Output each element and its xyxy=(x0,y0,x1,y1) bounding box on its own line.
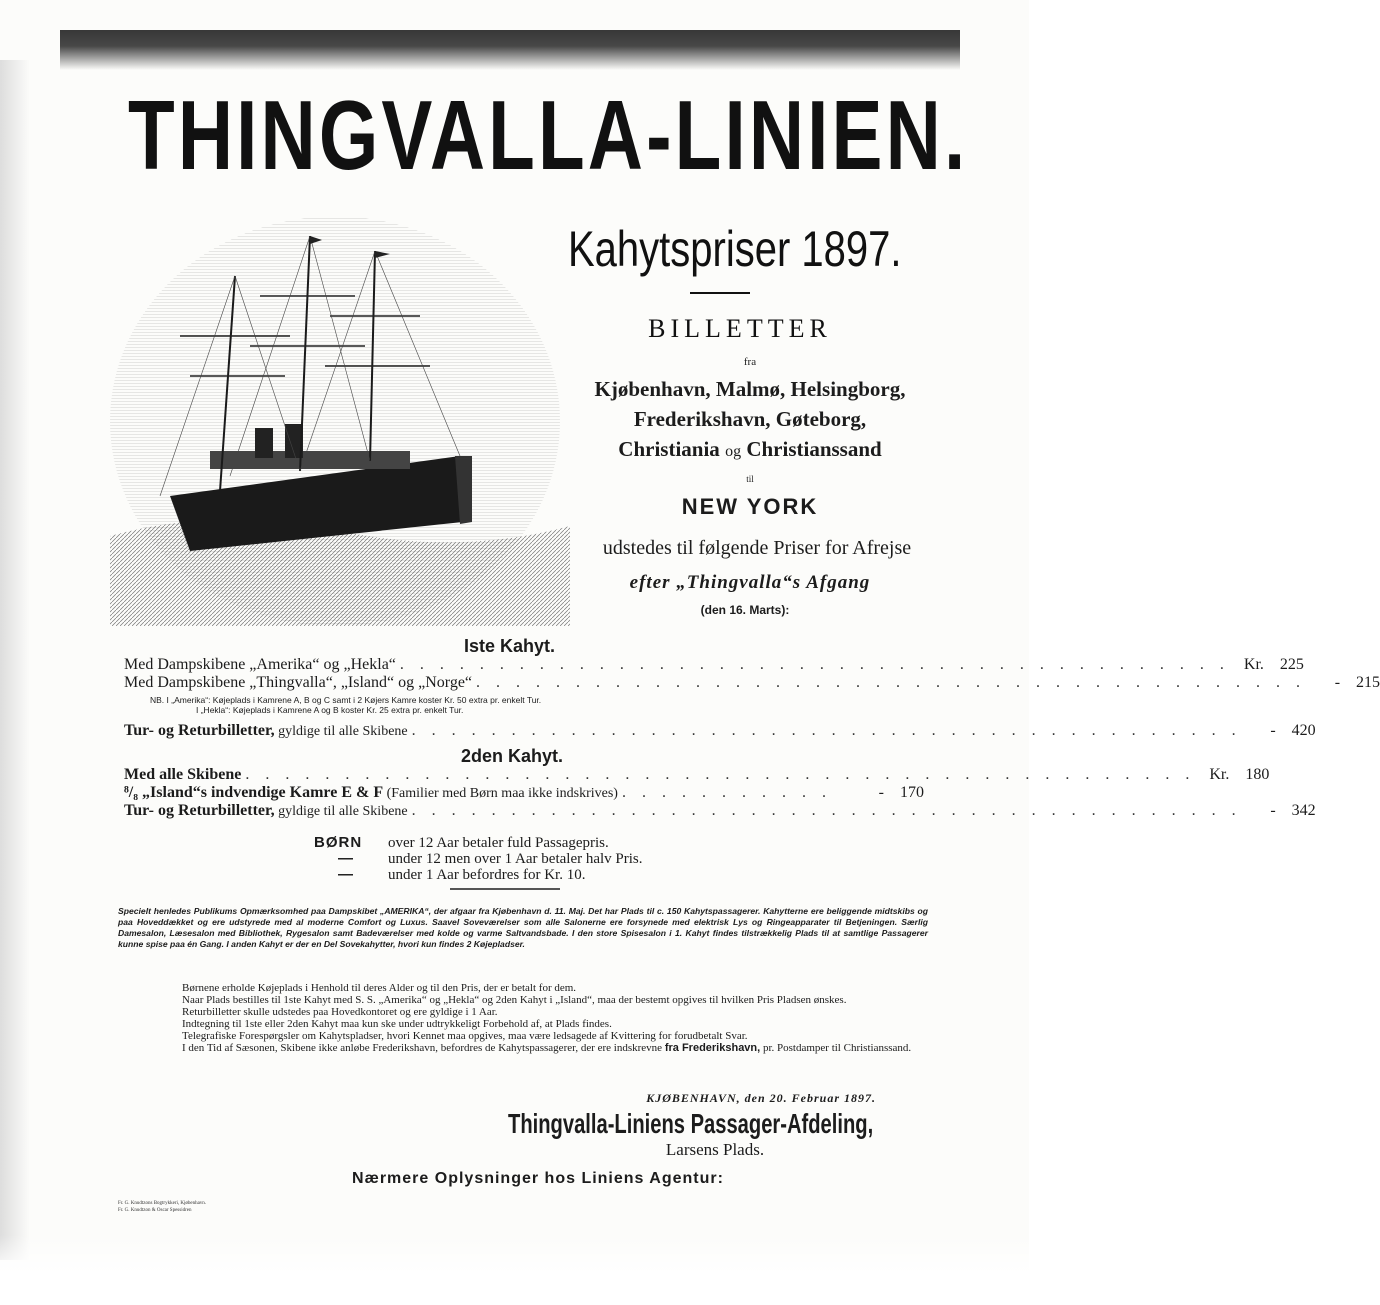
note-return-tickets: Returbilletter skulle udstedes paa Hovedkontoret og ere gyldige i 1 Aar. xyxy=(182,1006,498,1018)
city-christiania: Christiania xyxy=(618,437,720,461)
address: Larsens Plads. xyxy=(665,1140,765,1159)
price-label: Med Dampskibene „Thingvalla“, „Island“ og „Norge“ xyxy=(124,674,473,691)
cities-line-1: Kjøbenhavn, Malmø, Helsingborg, xyxy=(594,377,906,401)
price-label-rest: gyldige til alle Skibene xyxy=(274,804,408,819)
price-label-rest: gyldige til alle Skibene xyxy=(274,724,408,739)
note-telegraph: Telegrafiske Forespørgsler om Kahytspladser, hvori Kennet maa opgives, maa være ledsagede af Kvittering for forudbetalt Svar. xyxy=(182,1030,748,1042)
second-class-heading: 2den Kahyt. xyxy=(461,746,564,766)
price-label-bold: Tur- og Returbilletter, xyxy=(124,802,275,819)
ornament-rule xyxy=(690,292,750,294)
price-currency: - xyxy=(878,784,884,801)
price-currency: - xyxy=(1270,802,1276,819)
place-date: KJØBENHAVN, den 20. Februar 1897. xyxy=(646,1091,876,1105)
price-row: Med Dampskibene „Amerika“ og „Hekla“ . . . . . . . . . . . . . . . . . . . . . . . . . . . . . . . . . . . . . . . . . . Kr. 225 xyxy=(124,656,1304,673)
price-amount: 170 xyxy=(900,784,924,801)
first-class-heading: Iste Kahyt. xyxy=(464,636,556,656)
price-currency: Kr. xyxy=(1209,766,1230,783)
and-word: og xyxy=(725,443,742,460)
nb-note-line-2: I „Hekla“: Køjeplads i Kamrene A og B koster Kr. 25 extra pr. enkelt Tur. xyxy=(196,705,464,715)
children-line-2: — under 12 men over 1 Aar betaler halv Pris. xyxy=(338,850,643,867)
department-name: Thingvalla-Liniens Passager-Afdeling, xyxy=(508,1108,874,1139)
poster-subtitle: Kahytspriser 1897. xyxy=(568,221,902,277)
price-currency: - xyxy=(1334,674,1341,691)
price-amount: 225 xyxy=(1279,656,1304,673)
price-label-bold: Med alle Skibene xyxy=(124,766,242,783)
to-word: til xyxy=(746,474,754,484)
after-departure-text: efter „Thingvalla“s Afgang xyxy=(629,572,871,593)
cities-line-3 xyxy=(555,434,945,467)
children-line-3: — under 1 Aar befordres for Kr. 10. xyxy=(338,866,586,883)
price-label-rest: (Familier med Børn maa ikke indskrives) xyxy=(383,786,618,801)
price-label-bold: ⁸/₈ „Island“s indvendige Kamre E & F xyxy=(124,784,384,801)
price-amount: 180 xyxy=(1245,766,1270,783)
poster-title: THINGVALLA-LINIEN. xyxy=(128,80,969,190)
steamship-illustration xyxy=(100,206,570,636)
price-row: Med Dampskibene „Thingvalla“, „Island“ og „Norge“ . . . . . . . . . . . . . . . . . . . . . . . . . . . . . . . . . . . . . . . . . . - 215 xyxy=(124,674,1380,691)
issued-text: udstedes til følgende Priser for Afrejse xyxy=(602,537,912,559)
printer-imprint: Fr. G. Knudtzons Bogtrykkeri, Kjøbenhavn. Fr. G. Knudtzon & Oscar Spessidren xyxy=(118,1201,207,1213)
ornament-rule-2 xyxy=(450,888,560,890)
price-row: Tur- og Returbilletter, gyldige til alle Skibene . . . . . . . . . . . . . . . . . . . . . . . . . . . . . . . . . . . . . . . . . . - 342 xyxy=(124,802,1316,819)
note-season: I den Tid af Sæsonen, Skibene ikke anløbe Frederikshavn, befordres de Kahytspassagerer, der ere indskrevne fra Frederikshavn, pr. Postdamper til Christianssand. xyxy=(182,1042,912,1054)
note-registration: Indtegning til 1ste eller 2den Kahyt maa kun ske under udtrykkeligt Forbehold af, at Plads findes. xyxy=(182,1018,612,1030)
price-amount: 215 xyxy=(1356,674,1380,691)
city-christianssand: Christianssand xyxy=(746,437,882,461)
price-row: Med alle Skibene . . . . . . . . . . . . . . . . . . . . . . . . . . . . . . . . . . . . . . . . . . . . . . . . Kr. 180 xyxy=(124,766,1270,783)
tickets-heading: BILLETTER xyxy=(648,314,832,343)
scan-edge-top xyxy=(60,30,960,70)
departure-cities xyxy=(555,374,945,467)
agents-line: Nærmere Oplysninger hos Liniens Agentur: xyxy=(352,1170,724,1187)
special-notice: Specielt henledes Publikums Opmærksomhed paa Dampskibet „AMERIKA“, der afgaar fra Kjøbenhavn d. 11. Maj. Det har Plads til c. 150 Kahytspassagerer. Kahytterne ere beliggende midtskibs og paa Hoveddækket og ere udstyrede med al moderne Comfort og Luxus. Saavel Soveværelser som alle Salonerne ere forsynede med elektrisk Lys og Ringeapparater til Betjeningen. Særlig Damesalon, Læsesalon med Bibliothek, Rygesalon samt Badeværelser med kolde og varme Saltvandsbade. I den store Spisesalon i 1. Kahyt findes tilstrækkelig Plads til at samtlige Passagerer kunne spise paa én Gang. I anden Kahyt er der en Del Sovekahytter, hvori kun findes 2 Køjepladser. xyxy=(118,906,928,949)
notes-block xyxy=(118,982,928,1054)
scan-edge-left xyxy=(0,60,30,1260)
price-row: Tur- og Returbilletter, gyldige til alle Skibene . . . . . . . . . . . . . . . . . . . . . . . . . . . . . . . . . . . . . . . . . . - 420 xyxy=(124,722,1316,739)
departure-date: (den 16. Marts): xyxy=(700,603,790,617)
children-key: BØRN xyxy=(314,834,363,851)
scan-edge-bottom xyxy=(0,1235,1029,1305)
destination: NEW YORK xyxy=(681,494,819,519)
price-label: Med Dampskibene „Amerika“ og „Hekla“ xyxy=(124,656,396,673)
children-line-1: BØRN over 12 Aar betaler fuld Passagepris. xyxy=(314,834,609,851)
price-amount: 420 xyxy=(1291,722,1316,739)
from-word: fra xyxy=(743,356,757,368)
price-row: ⁸/₈ „Island“s indvendige Kamre E & F (Familier med Børn maa ikke indskrives) . . . . . . . . . . . - 170 xyxy=(124,784,924,801)
price-amount: 342 xyxy=(1291,802,1316,819)
price-currency: Kr. xyxy=(1243,656,1264,673)
cities-line-2: Frederikshavn, Gøteborg, xyxy=(633,407,867,431)
note-booking: Naar Plads bestilles til 1ste Kahyt med S. S. „Amerika“ og „Hekla“ og 2den Kahyt i „Island“, maa der bestemt opgives til hvilken Pris Pladsen ønskes. xyxy=(182,994,847,1006)
price-currency: - xyxy=(1270,722,1276,739)
note-children-berth: Børnene erholde Køjeplads i Henhold til deres Alder og til den Pris, der er betalt for dem. xyxy=(182,982,577,994)
nb-note-line-1: NB. I „Amerika“: Køjeplads i Kamrene A, B og C samt i 2 Køjers Kamre koster Kr. 50 extra pr. enkelt Tur. xyxy=(150,695,542,705)
price-label-bold: Tur- og Returbilletter, xyxy=(124,722,275,739)
